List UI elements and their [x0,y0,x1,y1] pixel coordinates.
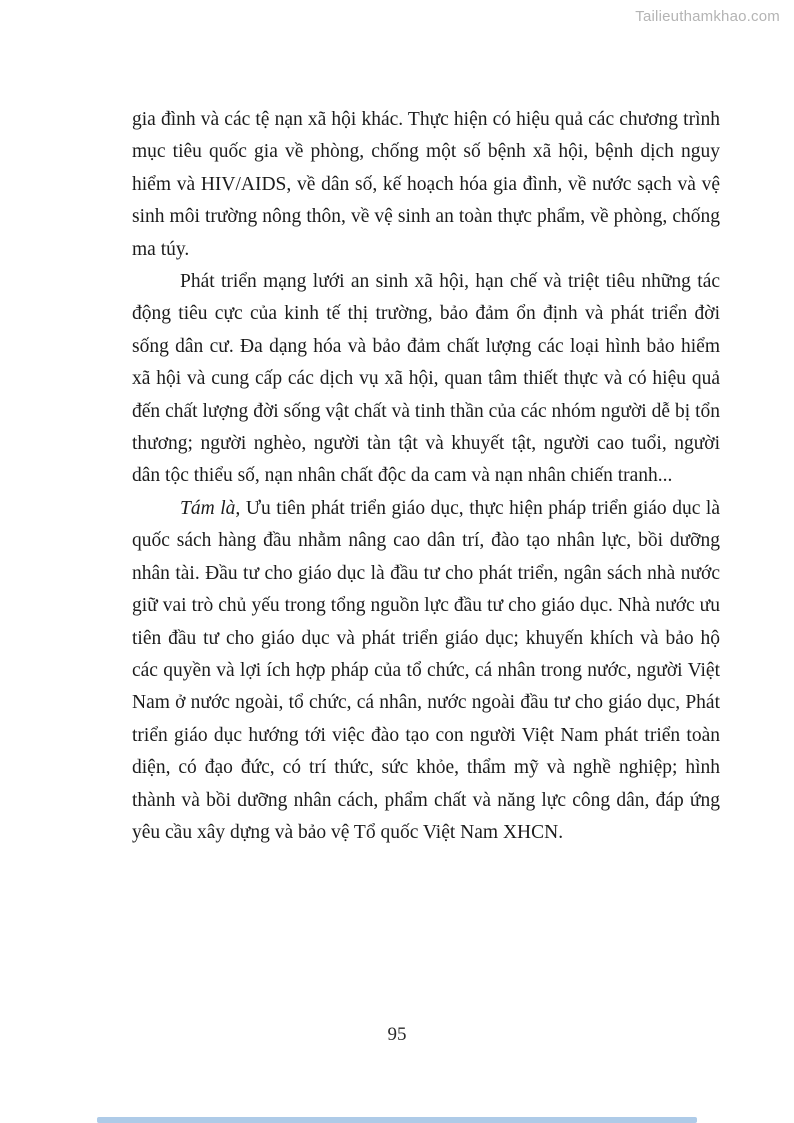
paragraph-lead-phrase: Tám là, [180,497,241,519]
paragraph-continuation: gia đình và các tệ nạn xã hội khác. Thực hiện có hiệu quả các chương trình mục tiêu quốc gia về phòng, chống một số bệnh xã hội, bệnh dịch nguy hiểm và HIV/AIDS, về dân số, kế hoạch hóa gia đình, về nước sạch và vệ sinh môi trường nông thôn, về vệ sinh an toàn thực phẩm, về phòng, chống ma túy. [132,109,720,260]
document-text-block [132,104,720,849]
horizontal-scrollbar[interactable] [97,1117,697,1123]
paragraph-body-text: Ưu tiên phát triển giáo dục, thực hiện pháp triển giáo dục là quốc sách hàng đầu nhằm nâng cao dân trí, đào tạo nhân lực, bồi dưỡng nhân tài. Đầu tư cho giáo dục là đầu tư cho phát triển, ngân sách nhà nước giữ vai trò chủ yếu trong tổng nguồn lực đầu tư cho giáo dục. Nhà nước ưu tiên đầu tư cho giáo dục và phát triển giáo dục; khuyến khích và bảo hộ các quyền và lợi ích hợp pháp của tổ chức, cá nhân trong nước, người Việt Nam ở nước ngoài, tổ chức, cá nhân, nước ngoài đầu tư cho giáo dục, Phát triển giáo dục hướng tới việc đào tạo con người Việt Nam phát triển toàn diện, có đạo đức, có trí thức, sức khỏe, thẩm mỹ và nghề nghiệp; hình thành và bồi dưỡng nhân cách, phẩm chất và năng lực công dân, đáp ứng yêu cầu xây dựng và bảo vệ Tổ quốc Việt Nam XHCN. [132,497,720,843]
paragraph-education-priority [132,493,720,849]
page-number: 95 [387,1024,407,1045]
site-watermark: Tailieuthamkhao.com [635,8,780,25]
paragraph-social-safety-net: Phát triển mạng lưới an sinh xã hội, hạn chế và triệt tiêu những tác động tiêu cực của kinh tế thị trường, bảo đảm ổn định và phát triển đời sống dân cư. Đa dạng hóa và bảo đảm chất lượng các loại hình bảo hiểm xã hội và cung cấp các dịch vụ xã hội, quan tâm thiết thực và có hiệu quả đến chất lượng đời sống vật chất và tinh thần của các nhóm người dễ bị tổn thương; người nghèo, người tàn tật và khuyết tật, người cao tuổi, người dân tộc thiểu số, nạn nhân chất độc da cam và nạn nhân chiến tranh... [132,271,720,487]
